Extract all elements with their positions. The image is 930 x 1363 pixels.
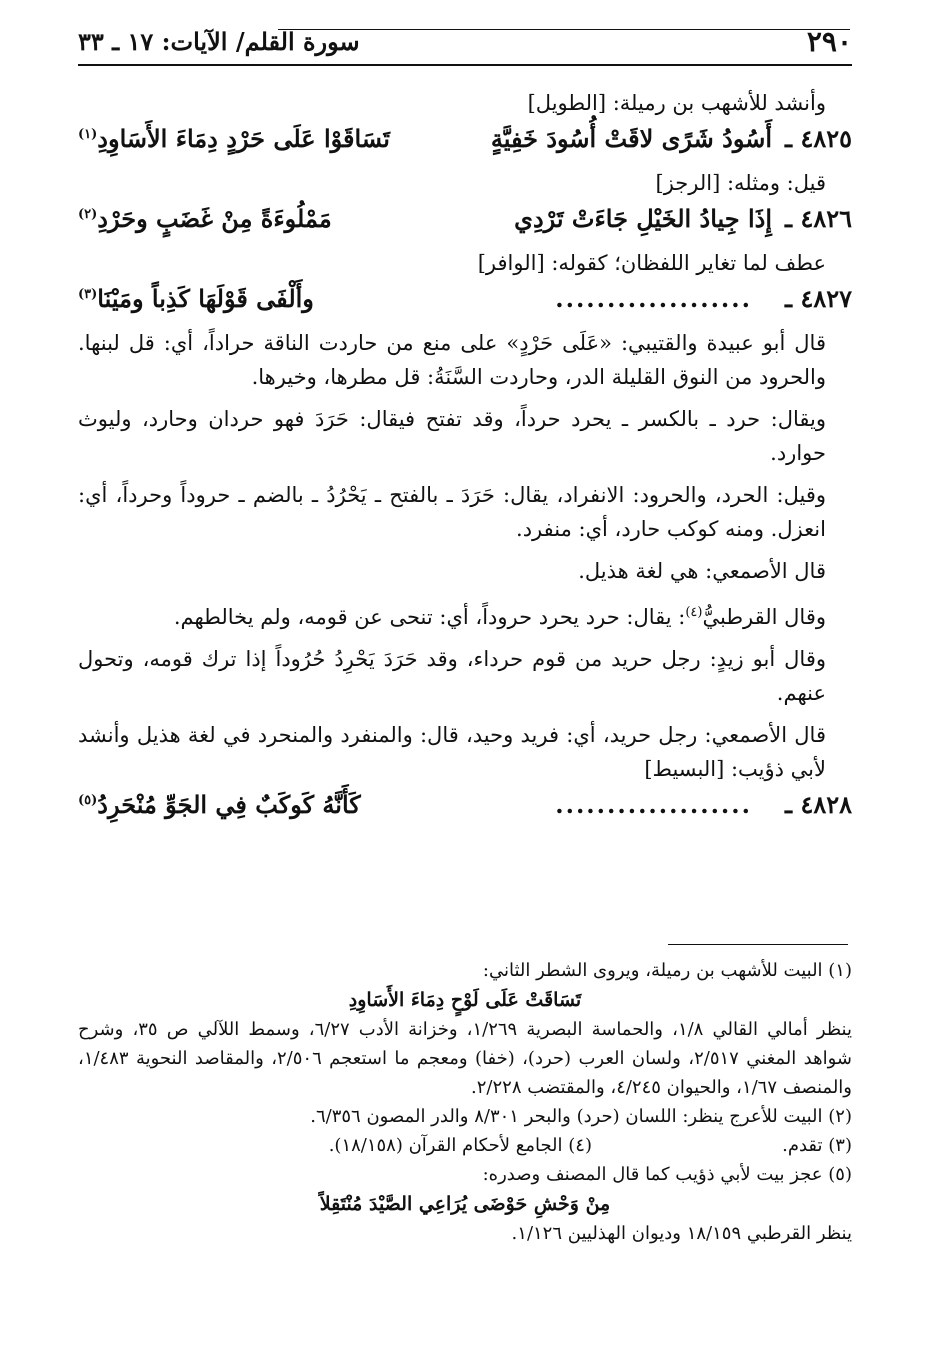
paragraph: وأنشد للأشهب بن رميلة: [الطويل] — [527, 91, 826, 115]
footnote-verse: مِنْ وَحْشِ حَوْضَى يُرَاعِي الصَّيْدَ مُنْتَقِلاً — [319, 1193, 611, 1215]
footnote-ref: (٢) — [78, 207, 98, 222]
verse-number: ٤٨٢٦ ـ — [785, 204, 852, 233]
paragraph: ويقال: حرد ـ بالكسر ـ يحرد حرداً، وقد تفتح فيقال: حَرَدَ فهو حردان وحارد، وليوث حوارد. — [78, 407, 826, 465]
verse-second-hemistich: كَأَنَّهُ كَوكَبٌ فِي الجَوِّ مُنْحَرِدُ$^{(٥)}$ — [78, 790, 361, 819]
verse-second-hemistich: مَمْلُوءَةً مِنْ غَضَبٍ وحَرْدِ$^{(٢)}$ — [78, 204, 332, 233]
verse-4828 — [78, 786, 852, 832]
footnote-4: (٤) الجامع لأحكام القرآن (١٨/١٥٨). — [328, 1135, 592, 1156]
verse-ellipsis: ................... — [555, 790, 752, 819]
paragraph: قال الأصمعي: رجل حريد، أي: فريد وحيد، قال: والمنفرد والمنحرد في لغة هذيل وأنشد لأبي ذؤيب: [البسيط] — [78, 723, 826, 781]
footnote-separator — [668, 944, 848, 945]
footnote-3: (٣) تقدم. — [782, 1135, 852, 1156]
footnote-verse: تَسَاقَتْ عَلَى لَوْحٍ دِمَاءَ الأَسَاوِدِ — [348, 989, 582, 1011]
paragraph: قيل: ومثله: [الرجز] — [655, 171, 826, 195]
verse-first-hemistich: أَسُودُ شَرًى لاقَتْ أُسُودَ خَفِيَّةٍ — [490, 124, 772, 153]
paragraph: وقيل: الحرد، والحرود: الانفراد، يقال: حَرَدَ ـ بالفتح ـ يَحْرُدُ ـ بالضم ـ حروداً وحرداً، أي: انعزل. ومنه كوكب حارد، أي: منفرد. — [78, 483, 826, 541]
paragraph: وقال القرطبيُّ$^{(٤)}$: يقال: حرد يحرد حروداً، أي: تنحى عن قومه، ولم يخالطهم. — [173, 605, 826, 629]
footnote-row — [78, 1131, 852, 1160]
footnote-ref: (٤) — [685, 605, 703, 620]
header-dash-line — [278, 29, 850, 30]
verse-first-hemistich: إِذَا جِيادُ الخَيْلِ جَاءَتْ تَرْدِي — [514, 204, 772, 233]
verse-number: ٤٨٢٥ ـ — [785, 124, 852, 153]
page-number: ٢٩٠ — [806, 25, 852, 58]
verse-second-hemistich: وأَلْفَى قَوْلَهَا كَذِباً ومَيْنَا$^{(٣)}$ — [78, 284, 314, 313]
footnote-5-refs: ينظر القرطبي ١٨/١٥٩ وديوان الهذليين ١/١٢٦. — [511, 1223, 852, 1244]
verse-number: ٤٨٢٧ ـ — [785, 284, 852, 313]
footnotes — [78, 956, 852, 1248]
footnote-ref: (٣) — [78, 287, 98, 302]
paragraph: وقال أبو زيدٍ: رجل حريد من قوم حرداء، وقد حَرَدَ يَحْرِدُ حُرُوداً إذا ترك قومه، وتحول عنهم. — [78, 647, 826, 705]
header-rule — [78, 64, 852, 66]
footnote-2: (٢) البيت للأعرج ينظر: اللسان (حرد) والبحر ٨/٣٠١ والدر المصون ٦/٣٥٦. — [310, 1106, 852, 1127]
footnote-1: (١) البيت للأشهب بن رميلة، ويروى الشطر الثاني: — [482, 960, 852, 981]
verse-4826 — [78, 200, 852, 246]
page-header — [78, 22, 852, 62]
paragraph: قال أبو عبيدة والقتيبي: «عَلَى حَرْدٍ» على منع من حاردت الناقة حراداً، أي: قل لبنها. والحرود من النوق القليلة الدر، وحاردت السَّنَةُ: قل مطرها، وخيرها. — [78, 331, 826, 389]
verse-ellipsis: ................... — [555, 284, 752, 313]
paragraph: عطف لما تغاير اللفظان؛ كقوله: [الوافر] — [477, 251, 826, 275]
footnote-ref: (١) — [78, 127, 98, 142]
paragraph: قال الأصمعي: هي لغة هذيل. — [578, 559, 826, 583]
running-title: سورة القلم/ الآيات: ١٧ ـ ٣٣ — [78, 27, 360, 56]
verse-4825 — [78, 120, 852, 166]
verse-second-hemistich: تَسَاقَوْا عَلَى حَرْدٍ دِمَاءَ الأَسَاوِدِ$^{(١)}$ — [78, 124, 390, 153]
main-text — [78, 86, 852, 832]
verse-4827 — [78, 280, 852, 326]
footnote-5: (٥) عجز بيت لأبي ذؤيب كما قال المصنف وصدره: — [482, 1164, 852, 1185]
footnote-1-refs: ينظر أمالي القالي ١/٨، والحماسة البصرية ١/٢٦٩، وخزانة الأدب ٦/٢٧، وسمط اللآلي ص ٣٥، وشرح شواهد المغني ٢/٥١٧، ولسان العرب (حرد)، (خفا) ومعجم ما استعجم ٢/٥٠٦، والمقاصد النحوية ١/٤٨٣، والمنصف ١/٦٧، والحيوان ٤/٢٤٥، والمقتضب ٢/٢٢٨. — [78, 1019, 853, 1098]
verse-number: ٤٨٢٨ ـ — [785, 790, 852, 819]
footnote-ref: (٥) — [78, 793, 98, 808]
